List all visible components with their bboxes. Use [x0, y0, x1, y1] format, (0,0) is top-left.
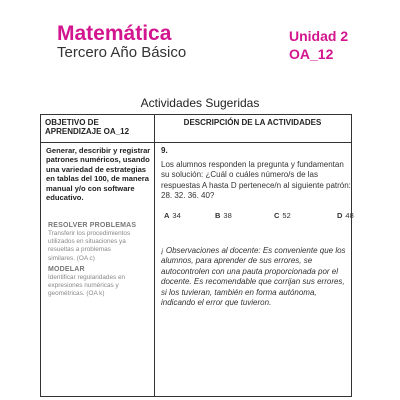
option-d	[337, 211, 354, 220]
header-row-divider	[41, 142, 351, 143]
teacher-note: ¡ Observaciones al docente: Es conveniente que los alumnos, para aprender de sus errores, se autocontrolen con una pauta proporcionada por el docente. Es recomendable que corrijan sus errores, si los tuvieran, también en forma autónoma, indicando el error que tuvieron.	[161, 246, 346, 308]
unit-label: Unidad 2	[289, 28, 349, 44]
option-d-letter: D	[337, 211, 343, 220]
option-a-value: 34	[172, 211, 181, 220]
option-c-letter: C	[274, 211, 280, 220]
skill-category-resolver: RESOLVER PROBLEMAS	[48, 222, 137, 229]
skill-description-resolver: Transferir los procedimientos utilizados en situaciones ya resueltas a problemas similares. (OA c)	[48, 230, 131, 262]
option-a-letter: A	[164, 211, 170, 220]
option-c-value: 52	[282, 211, 291, 220]
section-title: Actividades Sugeridas	[140, 96, 260, 110]
objective-text: Generar, describir y registrar patrones numéricos, usando una variedad de estrategias en tablas del 100, de manera manual y/o con software educativo.	[46, 146, 151, 203]
option-b-letter: B	[215, 211, 221, 220]
option-c	[274, 211, 291, 220]
option-a	[164, 211, 181, 220]
subject-title: Matemática	[57, 22, 172, 45]
activity-number: 9.	[161, 146, 168, 155]
grade-subtitle: Tercero Año Básico	[57, 44, 187, 61]
objective-column-header: OBJETIVO DE APRENDIZAJE OA_12	[45, 118, 130, 136]
activities-table	[40, 114, 352, 397]
description-column-header: DESCRIPCIÓN DE LA ACTIVIDADES	[183, 118, 322, 127]
objective-code: OA_12	[289, 46, 334, 62]
skill-category-modelar: MODELAR	[48, 266, 85, 273]
option-b	[215, 211, 232, 220]
activity-question: Los alumnos responden la pregunta y fundamentan su solución: ¿Cuál o cuáles número/s de las respuestas A hasta D pertenece/n al siguiente patrón: 28. 32. 36. 40?	[161, 160, 351, 201]
column-divider	[154, 115, 155, 396]
option-d-value: 48	[345, 211, 354, 220]
option-b-value: 38	[223, 211, 232, 220]
skill-description-modelar: Identificar regularidades en expresiones numéricas y geométricas. (OA k)	[48, 274, 126, 298]
